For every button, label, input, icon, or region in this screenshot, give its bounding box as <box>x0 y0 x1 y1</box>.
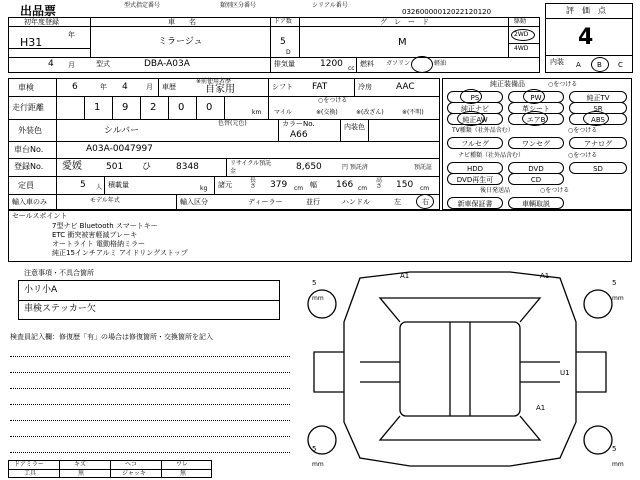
length-value: 379 <box>270 180 288 190</box>
ac-value: AAC <box>396 82 415 92</box>
model-value: DBA-A03A <box>144 59 190 69</box>
equipment-abs: ABS <box>569 113 627 125</box>
capacity-label: 定員 <box>18 181 34 190</box>
mileage-digit: 9 <box>122 102 129 113</box>
damage-a1-front-left: A1 <box>400 272 410 280</box>
note-line: 車検ステッカー欠 <box>24 304 96 314</box>
mileage-digit: 0 <box>178 102 185 113</box>
first-registration-label: 初年度登録 <box>24 18 59 26</box>
handle-right-circle <box>416 194 434 209</box>
equipment-sr: SR <box>569 102 627 114</box>
interior-b-circle <box>591 57 609 72</box>
shift-label: シフト <box>272 83 293 91</box>
load-label: 積載量 <box>108 181 129 189</box>
displacement-value: 1200 <box>320 59 343 69</box>
equipment-navi: 純正ナビ <box>447 102 503 114</box>
equipment-leather: 革シート <box>508 102 564 114</box>
usage-label: 車歴 <box>162 83 176 91</box>
navi-type-label: ナビ種類（社外品含む） <box>458 152 525 159</box>
exterior-color-value: シルバー <box>104 126 140 136</box>
serial-value: 03260000012022120120 <box>402 8 492 16</box>
legend-value: 無 <box>78 470 85 477</box>
registration-month: 4 <box>48 59 54 69</box>
sales-points-label: セールスポイント <box>12 212 68 220</box>
airbag-circle <box>522 111 548 126</box>
mile-option: マイル <box>274 109 292 116</box>
dimensions-label: 諸元 <box>218 181 232 189</box>
model-label: 型式 <box>96 60 110 68</box>
plate-number: 8348 <box>176 162 199 172</box>
mileage-digit: 1 <box>94 102 101 113</box>
mileage-label: 走行距離 <box>12 103 44 112</box>
legend-header: ドアミラー <box>14 461 44 468</box>
registration-era-year: H31 <box>20 36 43 49</box>
rating-label: 評 価 点 <box>566 6 606 15</box>
sales-point-line: オートライト 電動格納ミラー <box>52 240 146 248</box>
capacity-value: 5 <box>80 180 86 190</box>
damage-a1-front-right: A1 <box>540 272 550 280</box>
legend-value: 工具 <box>24 470 37 477</box>
car-name-value: ミラージュ <box>158 37 203 47</box>
fuel-gasoline-circle <box>411 56 433 73</box>
sales-point-line: 純正15インチアルミ アイドリングストップ <box>52 249 188 257</box>
sheet-title: 出品票 <box>20 4 57 18</box>
drive-2wd-circle <box>511 29 535 41</box>
mileage-digit: 0 <box>206 102 213 113</box>
inspection-label: 車検 <box>18 83 34 92</box>
equipment-tv: 純正TV <box>569 91 627 103</box>
damage-u1: U1 <box>560 369 570 377</box>
tv-type-label: TV種類（社外品含む） <box>452 127 514 134</box>
plate-class: 501 <box>106 162 124 172</box>
usage-value: 自家用 <box>205 84 235 95</box>
legend-value: ジャッキ <box>122 470 146 477</box>
interior-color-label: 内装色 <box>344 123 365 131</box>
inspection-year: 6 <box>72 82 78 92</box>
exterior-color-label: 外装色 <box>18 126 42 135</box>
color-code-value: A66 <box>290 130 308 140</box>
ac-label: 冷房 <box>358 83 372 91</box>
tread-rear-right-value: 5 <box>612 445 617 453</box>
grade-value: M <box>398 37 407 48</box>
equipment-airbag: エアB <box>508 113 564 125</box>
notes-label: 注意事項・不具合箇所 <box>24 269 94 277</box>
plate-kana: ひ <box>142 162 152 172</box>
plate-region: 愛媛 <box>62 161 82 172</box>
drive-label: 駆動 <box>514 18 527 25</box>
equipment-title: 純正装備品 <box>490 80 525 88</box>
chassis-label: 車台No. <box>14 145 44 154</box>
equipment-pw: PW <box>508 91 564 103</box>
displacement-label: 排気量 <box>274 60 295 68</box>
damage-a1-rear: A1 <box>536 404 546 412</box>
equipment-aw: 純正AW <box>447 113 503 125</box>
car-body-diagram <box>290 262 640 480</box>
sales-point-line: ETC 衝突被害軽減ブレーキ <box>52 231 138 239</box>
height-value: 150 <box>396 180 414 190</box>
width-value: 166 <box>336 180 354 190</box>
mileage-digit: 2 <box>150 102 157 113</box>
serial-label: シリアル番号 <box>312 2 348 9</box>
recycle-value: 8,650 <box>296 162 322 172</box>
legend-header: ヘコ <box>125 461 138 468</box>
abs-circle <box>583 111 609 126</box>
interior-rating-label: 内装 <box>550 58 564 66</box>
inspector-label: 検査員記入欄：修復歴「有」の場合は修復箇所・交換箇所を記入 <box>10 333 213 341</box>
aw-circle <box>457 111 485 126</box>
tread-front-right-value: 5 <box>612 279 617 287</box>
legend-header: ワレ <box>176 461 189 468</box>
legend-header: キズ <box>74 461 86 468</box>
tread-rear-left-value: 5 <box>312 445 317 453</box>
color-code-label: カラーNo. <box>282 120 315 128</box>
inspection-month: 4 <box>122 82 128 92</box>
equipment-ps: PS <box>447 91 503 103</box>
post-label: 後日発送品 <box>480 187 511 194</box>
doors-value: 5 <box>280 37 286 47</box>
fuel-gasoline: ガソリン <box>386 60 411 67</box>
class-number-label: 類別区分番号 <box>220 2 257 9</box>
recycle-label: リサイクル預託金 <box>230 160 272 175</box>
car-name-label: 車 名 <box>168 18 196 26</box>
tread-front-left-value: 5 <box>312 279 317 287</box>
rating-value: 4 <box>578 25 594 50</box>
import-label: 輸入車のみ <box>12 198 47 206</box>
note-line: 小リ小A <box>24 285 58 295</box>
fuel-label: 燃料 <box>360 60 374 68</box>
type-number-label: 型式指定番号 <box>124 2 161 9</box>
plate-label: 登録No. <box>14 162 44 171</box>
sales-point-line: 7型ナビ Bluetooth スマートキー <box>52 222 158 230</box>
shift-value: FAT <box>312 82 328 92</box>
doors-label: ドア数 <box>274 18 292 25</box>
legend-value: 無 <box>180 470 187 477</box>
grade-label: グ レ ー ド <box>380 18 429 26</box>
chassis-value: A03A-0047997 <box>86 144 153 154</box>
